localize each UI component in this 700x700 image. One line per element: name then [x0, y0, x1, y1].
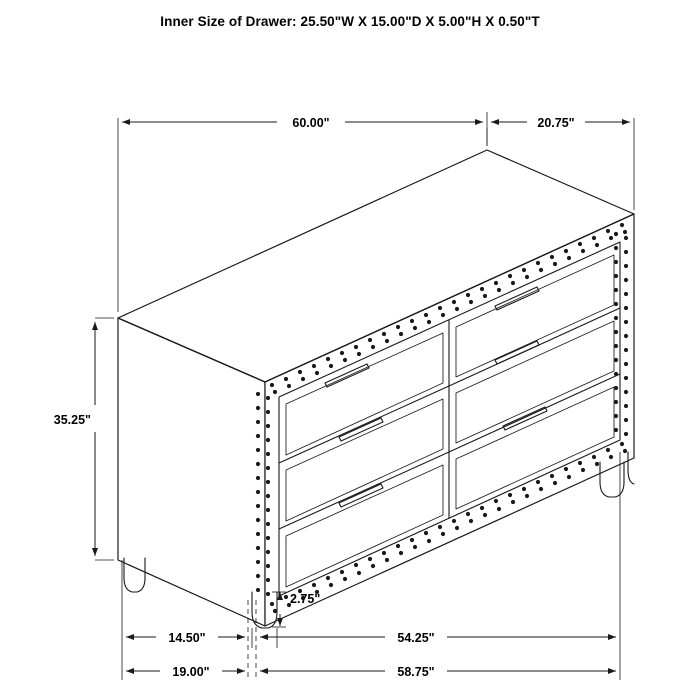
- dim-top-depth: 20.75": [537, 116, 575, 130]
- dim-left-offset: 14.50": [168, 631, 206, 645]
- dim-bottom-right: 58.75": [397, 665, 435, 679]
- page-title: Inner Size of Drawer: 25.50"W X 15.00"D X 5.00"H X 0.50"T: [160, 14, 540, 29]
- dim-front-width: 54.25": [397, 631, 435, 645]
- dim-leg-height: 2.75": [290, 592, 321, 606]
- dresser-body: [118, 150, 634, 628]
- dim-bottom-left: 19.00": [172, 665, 210, 679]
- dim-top-width: 60.00": [292, 116, 330, 130]
- dim-height: 35.25": [53, 413, 91, 427]
